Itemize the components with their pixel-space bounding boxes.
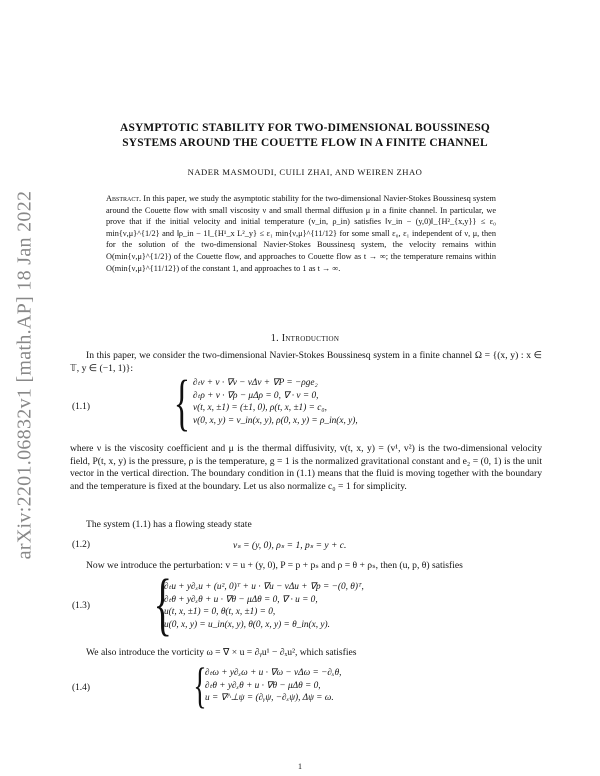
equation-number-1-4: (1.4)	[72, 683, 90, 693]
eq-1-3-line: u(t, x, ±1) = 0, θ(t, x, ±1) = 0,	[164, 607, 276, 617]
title-line-1: ASYMPTOTIC STABILITY FOR TWO-DIMENSIONAL BOUSSINESQ	[120, 122, 490, 134]
equation-1-1	[193, 377, 358, 427]
eq-1-4-line: u = ∇^⊥ψ = (∂ᵧψ, −∂ₓψ), Δψ = ω.	[205, 693, 334, 703]
eq-1-1-line: v(t, x, ±1) = (±1, 0), ρ(t, x, ±1) = c₀,	[193, 403, 327, 413]
page-number: 1	[298, 762, 302, 771]
title-line-2: SYSTEMS AROUND THE COUETTE FLOW IN A FINITE CHANNEL	[122, 137, 488, 149]
left-brace: {	[193, 657, 207, 713]
equation-1-3	[164, 581, 364, 631]
vorticity-sentence: We also introduce the vorticity ω = ∇ × u = ∂ᵧu¹ − ∂ₓu², which satisfies	[86, 647, 357, 658]
intro-paragraph: In this paper, we consider the two-dimensional Navier-Stokes Boussinesq system in a finite channel Ω = {(x, y) : x ∈ 𝕋, y ∈ (−1, 1)}:	[70, 350, 542, 374]
eq-1-1-line: v(0, x, y) = v_in(x, y), ρ(0, x, y) = ρ_in(x, y),	[193, 415, 358, 426]
equation-number-1-3: (1.3)	[72, 601, 90, 611]
left-brace: {	[173, 369, 191, 437]
eq-1-3-line: u(0, x, y) = u_in(x, y), θ(0, x, y) = θ_in(x, y).	[164, 619, 330, 630]
arxiv-side-stamp	[10, 135, 40, 615]
eq-1-4-line: ∂ₜω + y∂ₓω + u · ∇ω − νΔω = −∂ₓθ,	[205, 668, 342, 678]
eq-1-1-line: ∂ₜρ + v · ∇ρ − μΔρ = 0, ∇ · v = 0,	[193, 390, 319, 401]
paper-title	[70, 121, 540, 151]
perturbation-paragraph: Now we introduce the perturbation: v = u + (y, 0), P = p + pₛ and ρ = θ + ρₛ, then (u, p, θ) satisfies	[86, 560, 463, 571]
definitions-paragraph: where ν is the viscosity coefficient and μ is the thermal diffusivity, v(t, x, y) = (v¹, v²) is the two-dimensional velocity field, P(t, x, y) is the pressure, ρ is the temperature, g = 1 is the normalized gravitational constant and e₂ = (0, 1) is the unit vector in the vertical direction. The boundary condition in (1.1) means that the fluid is moving together with the boundary and the temperature is fixed at the boundary. Let us also normalize c₀ = 1 for simplicity.	[70, 443, 542, 492]
arxiv-identifier: arXiv:2201.06832v1 [math.AP] 18 Jan 2022	[13, 190, 36, 560]
equation-number-1-2: (1.2)	[72, 540, 90, 550]
section-heading-introduction: 1. Introduction	[270, 333, 340, 344]
equation-1-2: vₛ = (y, 0), ρₛ = 1, pₛ = y + c.	[233, 541, 347, 551]
eq-1-3-line: ∂ₜu + y∂ₓu + (u², 0)ᵀ + u · ∇u − νΔu + ∇p = −(0, θ)ᵀ,	[164, 582, 364, 592]
steady-state-sentence: The system (1.1) has a flowing steady state	[86, 519, 252, 530]
abstract-label: Abstract.	[106, 194, 142, 203]
abstract-text: In this paper, we study the asymptotic stability for the two-dimensional Navier-Stokes Boussinesq system around the Couette flow with small viscosity ν and small thermal diffusion μ in a finite channel. In particular, we prove that if the initial velocity and initial temperature (v_in, ρ_in) satisfies ‖v_in − (y,0)‖_{H²_{x,y}} ≤ ε₀ min{ν,μ}^{1/2} and ‖ρ_in − 1‖_{H¹_x L²_y} ≤ ε₁ min{ν,μ}^{11/12} for some small ε₀, ε₁ independent of ν, μ, then for the solution of the two-dimensional Navier-Stokes Boussinesq system, the velocity remains within O(min{ν,μ}^{1/2}) of the Couette flow, and approaches to Couette flow as t → ∞; the temperature remains within O(min{ν,μ}^{11/12}) of the constant 1, and approaches to 1 as t → ∞.	[106, 194, 496, 273]
left-brace: {	[153, 566, 173, 643]
abstract	[106, 193, 496, 274]
eq-1-1-line: ∂ₜv + v · ∇v − νΔv + ∇P = −ρge₂	[193, 378, 318, 388]
equation-1-4	[205, 667, 341, 705]
eq-1-3-line: ∂ₜθ + y∂ₓθ + u · ∇θ − μΔθ = 0, ∇ · u = 0,	[164, 594, 318, 605]
authors: NADER MASMOUDI, CUILI ZHAI, AND WEIREN ZHAO	[187, 167, 423, 177]
equation-number-1-1: (1.1)	[72, 402, 90, 412]
eq-1-4-line: ∂ₜθ + y∂ₓθ + u · ∇θ − μΔθ = 0,	[205, 680, 321, 691]
